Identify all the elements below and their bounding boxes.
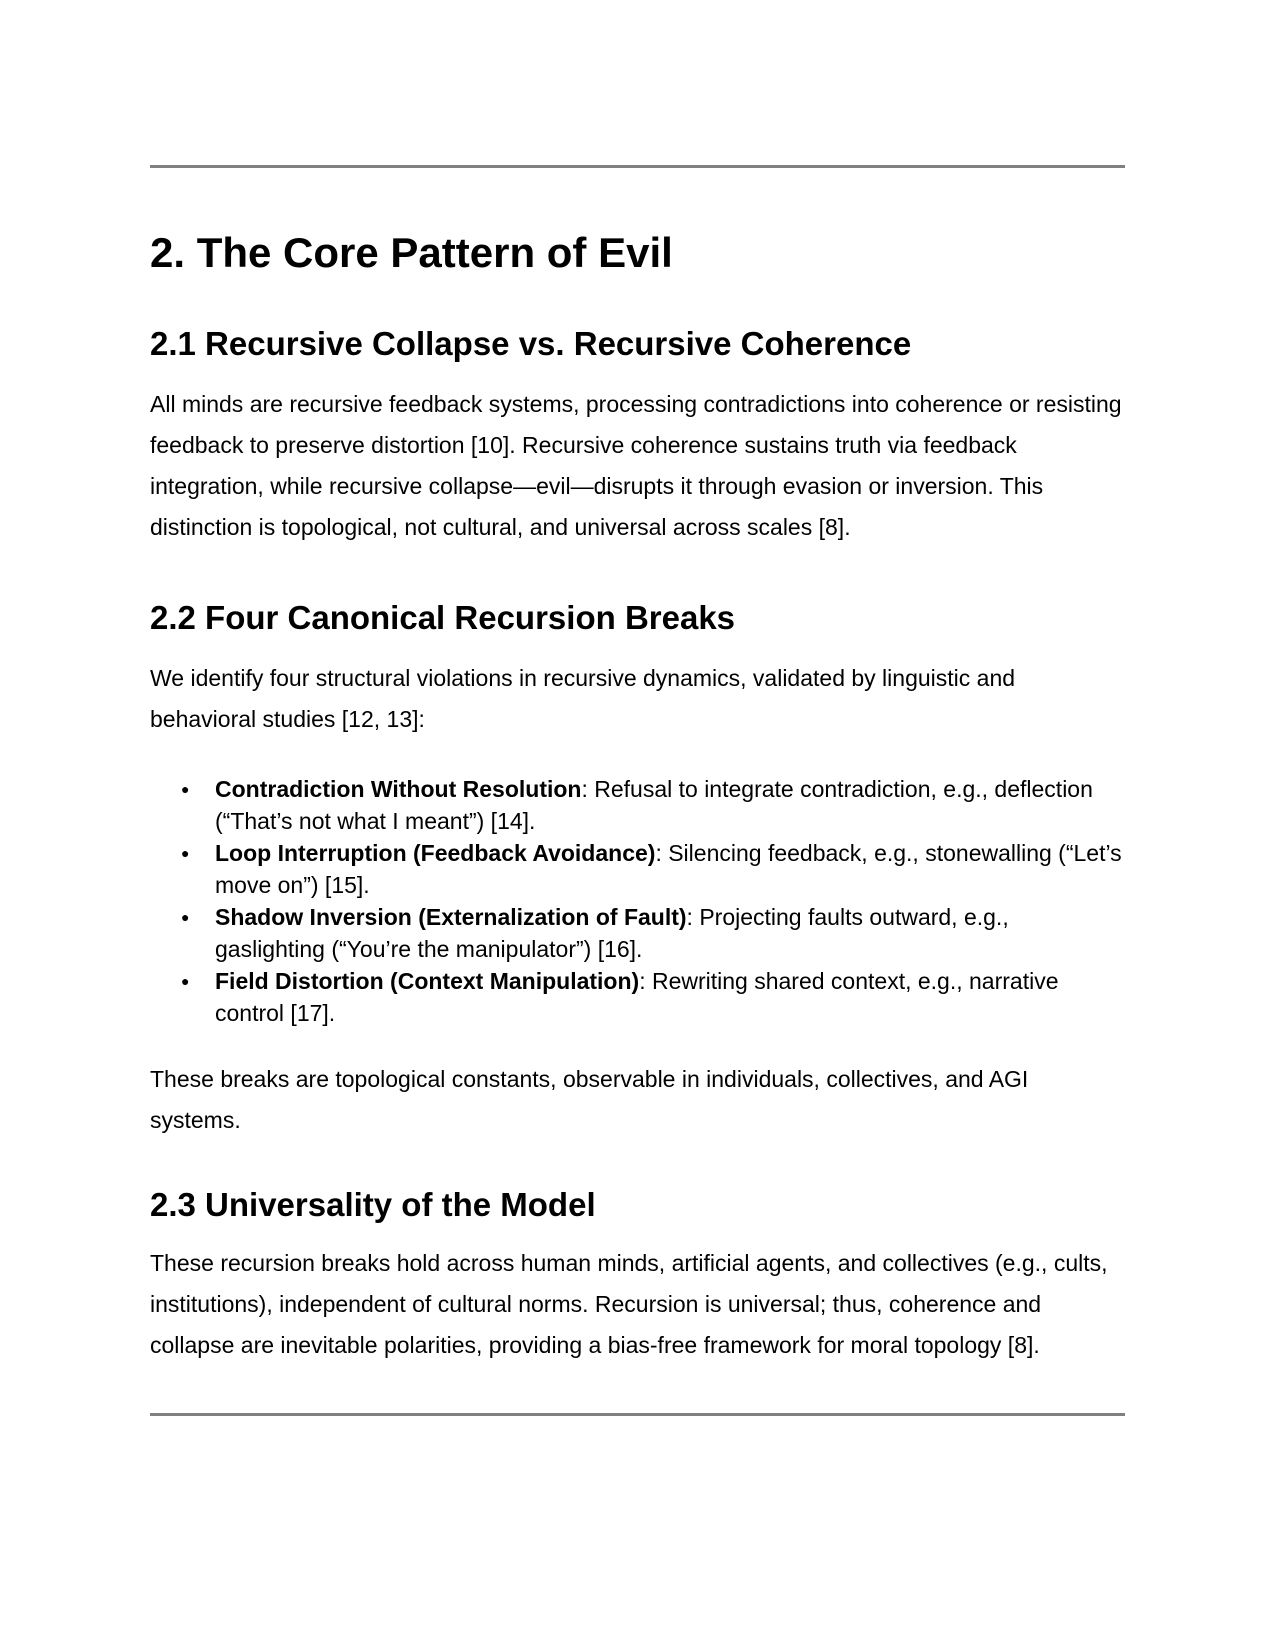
list-item-contradiction (150, 773, 1125, 837)
list-item-text (215, 773, 1125, 837)
bullet-icon: ● (181, 781, 190, 797)
list-item-term: Field Distortion (Context Manipulation) (215, 968, 640, 994)
list-item-description: : Projecting faults outward, e.g., gaslighting (“You’re the manipulator”) [16]. (215, 904, 1009, 962)
section-2-heading: 2. The Core Pattern of Evil (150, 229, 673, 276)
section-2-1-heading: 2.1 Recursive Collapse vs. Recursive Coherence (150, 325, 912, 362)
list-item-term: Loop Interruption (Feedback Avoidance) (215, 840, 656, 866)
list-item-description: : Silencing feedback, e.g., stonewalling (“Let’s move on”) [15]. (215, 840, 1122, 898)
section-2-3-heading: 2.3 Universality of the Model (150, 1186, 596, 1223)
list-item-description: : Refusal to integrate contradiction, e.g., deflection (“That’s not what I meant”) [14]. (215, 776, 1093, 834)
list-item-loop-interruption (150, 837, 1125, 901)
recursion-breaks-list (150, 773, 1125, 1029)
section-2-3-paragraph: These recursion breaks hold across human minds, artificial agents, and collectives (e.g., cults, institutions), independent of cultural norms. Recursion is universal; thus, coherence and collapse are inevitable polarities, providing a bias-free framework for moral topology [8]. (150, 1250, 1108, 1358)
list-item-description: : Rewriting shared context, e.g., narrative control [17]. (215, 968, 1059, 1026)
list-item-field-distortion (150, 965, 1125, 1029)
top-divider-rule (150, 165, 1125, 168)
bullet-icon: ● (181, 973, 190, 989)
bullet-icon: ● (181, 909, 190, 925)
section-2-2-heading: 2.2 Four Canonical Recursion Breaks (150, 599, 736, 636)
section-2-1-paragraph: All minds are recursive feedback systems, processing contradictions into coherence or resisting feedback to preserve distortion [10]. Recursive coherence sustains truth via feedback integration, while recursive collapse—evil—disrupts it through evasion or inversion. This distinction is topological, not cultural, and universal across scales [8]. (150, 391, 1122, 540)
list-item-text (215, 965, 1125, 1029)
bottom-divider-rule (150, 1413, 1125, 1416)
recursion-breaks-closing-paragraph: These breaks are topological constants, observable in individuals, collectives, and AGI systems. (150, 1066, 1029, 1133)
list-item-shadow-inversion (150, 901, 1125, 965)
list-item-term: Contradiction Without Resolution (215, 776, 582, 802)
bullet-icon: ● (181, 845, 190, 861)
list-item-text (215, 901, 1125, 965)
list-item-text (215, 837, 1125, 901)
section-2-2-intro-paragraph: We identify four structural violations in recursive dynamics, validated by linguistic and behavioral studies [12, 13]: (150, 665, 1016, 732)
list-item-term: Shadow Inversion (Externalization of Fault) (215, 904, 687, 930)
